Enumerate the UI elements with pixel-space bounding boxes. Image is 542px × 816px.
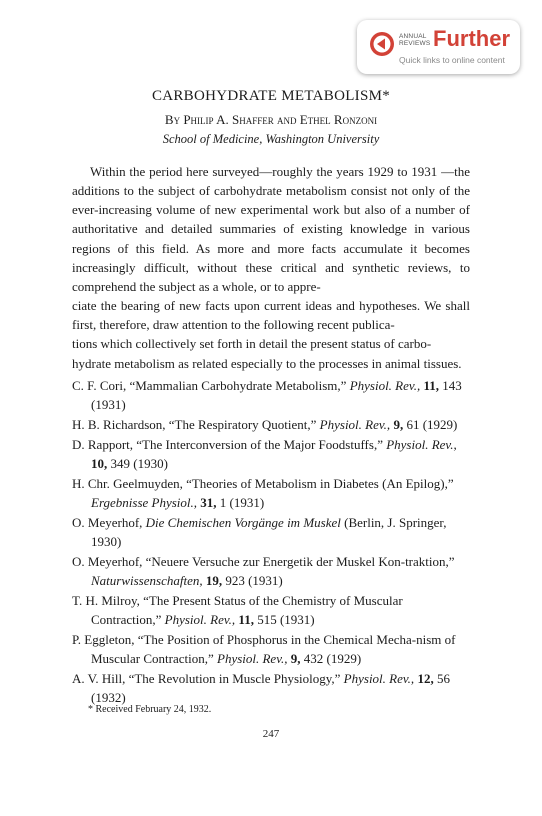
- page-number: 247: [262, 728, 280, 740]
- reference-journal: Physiol. Rev.,: [349, 378, 421, 393]
- further-logo-icon: [369, 31, 395, 57]
- reference-pages-year: 349 (1930): [107, 456, 168, 471]
- reference-journal: Naturwissenschaften,: [91, 573, 203, 588]
- reference-text: D. Rapport, “The Interconversion of the Major Foodstuffs,”: [72, 436, 387, 452]
- reference-volume: 11,: [423, 378, 439, 393]
- badge-tagline: Quick links to online content: [399, 55, 505, 65]
- affiliation: School of Medicine, Washington University: [162, 132, 380, 146]
- article-title: CARBOHYDRATE METABOLISM*: [151, 88, 391, 104]
- badge-reviews-text: REVIEWS: [399, 40, 431, 47]
- reference-volume: 10,: [91, 456, 108, 471]
- reference-pages-year: 61 (1929): [403, 417, 458, 432]
- received-footnote: * Received February 24, 1932.: [88, 704, 212, 715]
- badge-annual-text: ANNUAL: [399, 33, 427, 40]
- reference-pages-year: (Berlin, J. Springer, 1930): [91, 514, 447, 549]
- reference-item: [72, 630, 472, 668]
- reference-item: [72, 435, 472, 473]
- reference-volume: 11,: [238, 612, 254, 627]
- reference-pages-year: 923 (1931): [222, 573, 283, 588]
- reference-item: [72, 669, 472, 707]
- reference-item: [72, 474, 472, 512]
- reference-text: H. B. Richardson, “The Respiratory Quotient,”: [72, 417, 320, 432]
- reference-pages-year: 432 (1929): [300, 651, 362, 666]
- reference-volume: 9,: [393, 417, 404, 432]
- reference-text: H. Chr. Geelmuyden, “Theories of Metabolism in Diabetes (An Epilog),”: [72, 475, 454, 491]
- reference-item: [72, 552, 472, 590]
- reference-text: P. Eggleton, “The Position of Phosphorus in the Chemical Mecha-nism of Muscular Contraction,”: [72, 631, 456, 666]
- reference-volume: 12,: [417, 670, 434, 686]
- reference-pages-year: 1 (1931): [216, 495, 265, 510]
- intro-paragraph: Within the period here surveyed—roughly the years 1929 to 1931 —the additions to the subject of carbohydrate metabolism consist not only of the ever-increasing volume of new experimental work but also of a number of authoritative and detailed summaries of existing knowledge in various regions of this field. As more and more facts accumulate it becomes increasingly difficult, without these critical and synthetic reviews, to comprehend the subject as a whole, or to appre- ciate the bearing of new facts upon current ideas and hypotheses. We shall first, therefore, draw attention to the following recent publica- tions which collectively set forth in detail the present status of carbo- hydrate metabolism as related especially to the processes in animal tissues.: [72, 164, 470, 371]
- reference-text: C. F. Cori, “Mammalian Carbohydrate Metabolism,”: [72, 378, 350, 393]
- reference-item: [72, 591, 472, 629]
- reference-text: O. Meyerhof, “Neuere Versuche zur Energetik der Muskel Kon-traktion,”: [72, 553, 455, 569]
- reference-journal: Physiol. Rev.,: [386, 436, 457, 452]
- reference-item: [72, 415, 472, 434]
- author-name: Philip A. Shaffer: [183, 112, 274, 127]
- reference-pages-year: 515 (1931): [253, 612, 315, 627]
- reference-journal: Physiol. Rev.,: [319, 417, 391, 432]
- reference-pages-year: 56 (1932): [91, 670, 450, 705]
- reference-pages-year: 143 (1931): [91, 378, 462, 413]
- reference-text: A. V. Hill, “The Revolution in Muscle Physiology,”: [72, 670, 344, 686]
- reference-item: [72, 376, 472, 414]
- annual-reviews-further-badge[interactable]: [357, 20, 520, 74]
- badge-further-wordmark: Further: [433, 26, 510, 51]
- reference-journal: Die Chemischen Vorgänge im Muskel: [145, 514, 341, 530]
- reference-journal: Physiol. Rev.,: [164, 612, 236, 627]
- reference-volume: 19,: [205, 573, 223, 588]
- reference-journal: Ergebnisse Physiol.,: [91, 495, 198, 510]
- reference-list: [72, 376, 472, 708]
- author-name: Ethel Ronzoni: [299, 112, 378, 127]
- reference-text: T. H. Milroy, “The Present Status of the Chemistry of Muscular Contraction,”: [72, 592, 403, 627]
- reference-volume: 9,: [290, 651, 301, 666]
- reference-volume: 31,: [200, 495, 217, 510]
- reference-text: O. Meyerhof,: [72, 514, 146, 530]
- reference-journal: Physiol. Rev.,: [217, 651, 288, 666]
- reference-journal: Physiol. Rev.,: [343, 670, 415, 686]
- reference-item: [72, 513, 472, 551]
- by-word: By: [164, 112, 181, 127]
- authors-line: [0, 112, 542, 128]
- and-word: and: [276, 112, 297, 127]
